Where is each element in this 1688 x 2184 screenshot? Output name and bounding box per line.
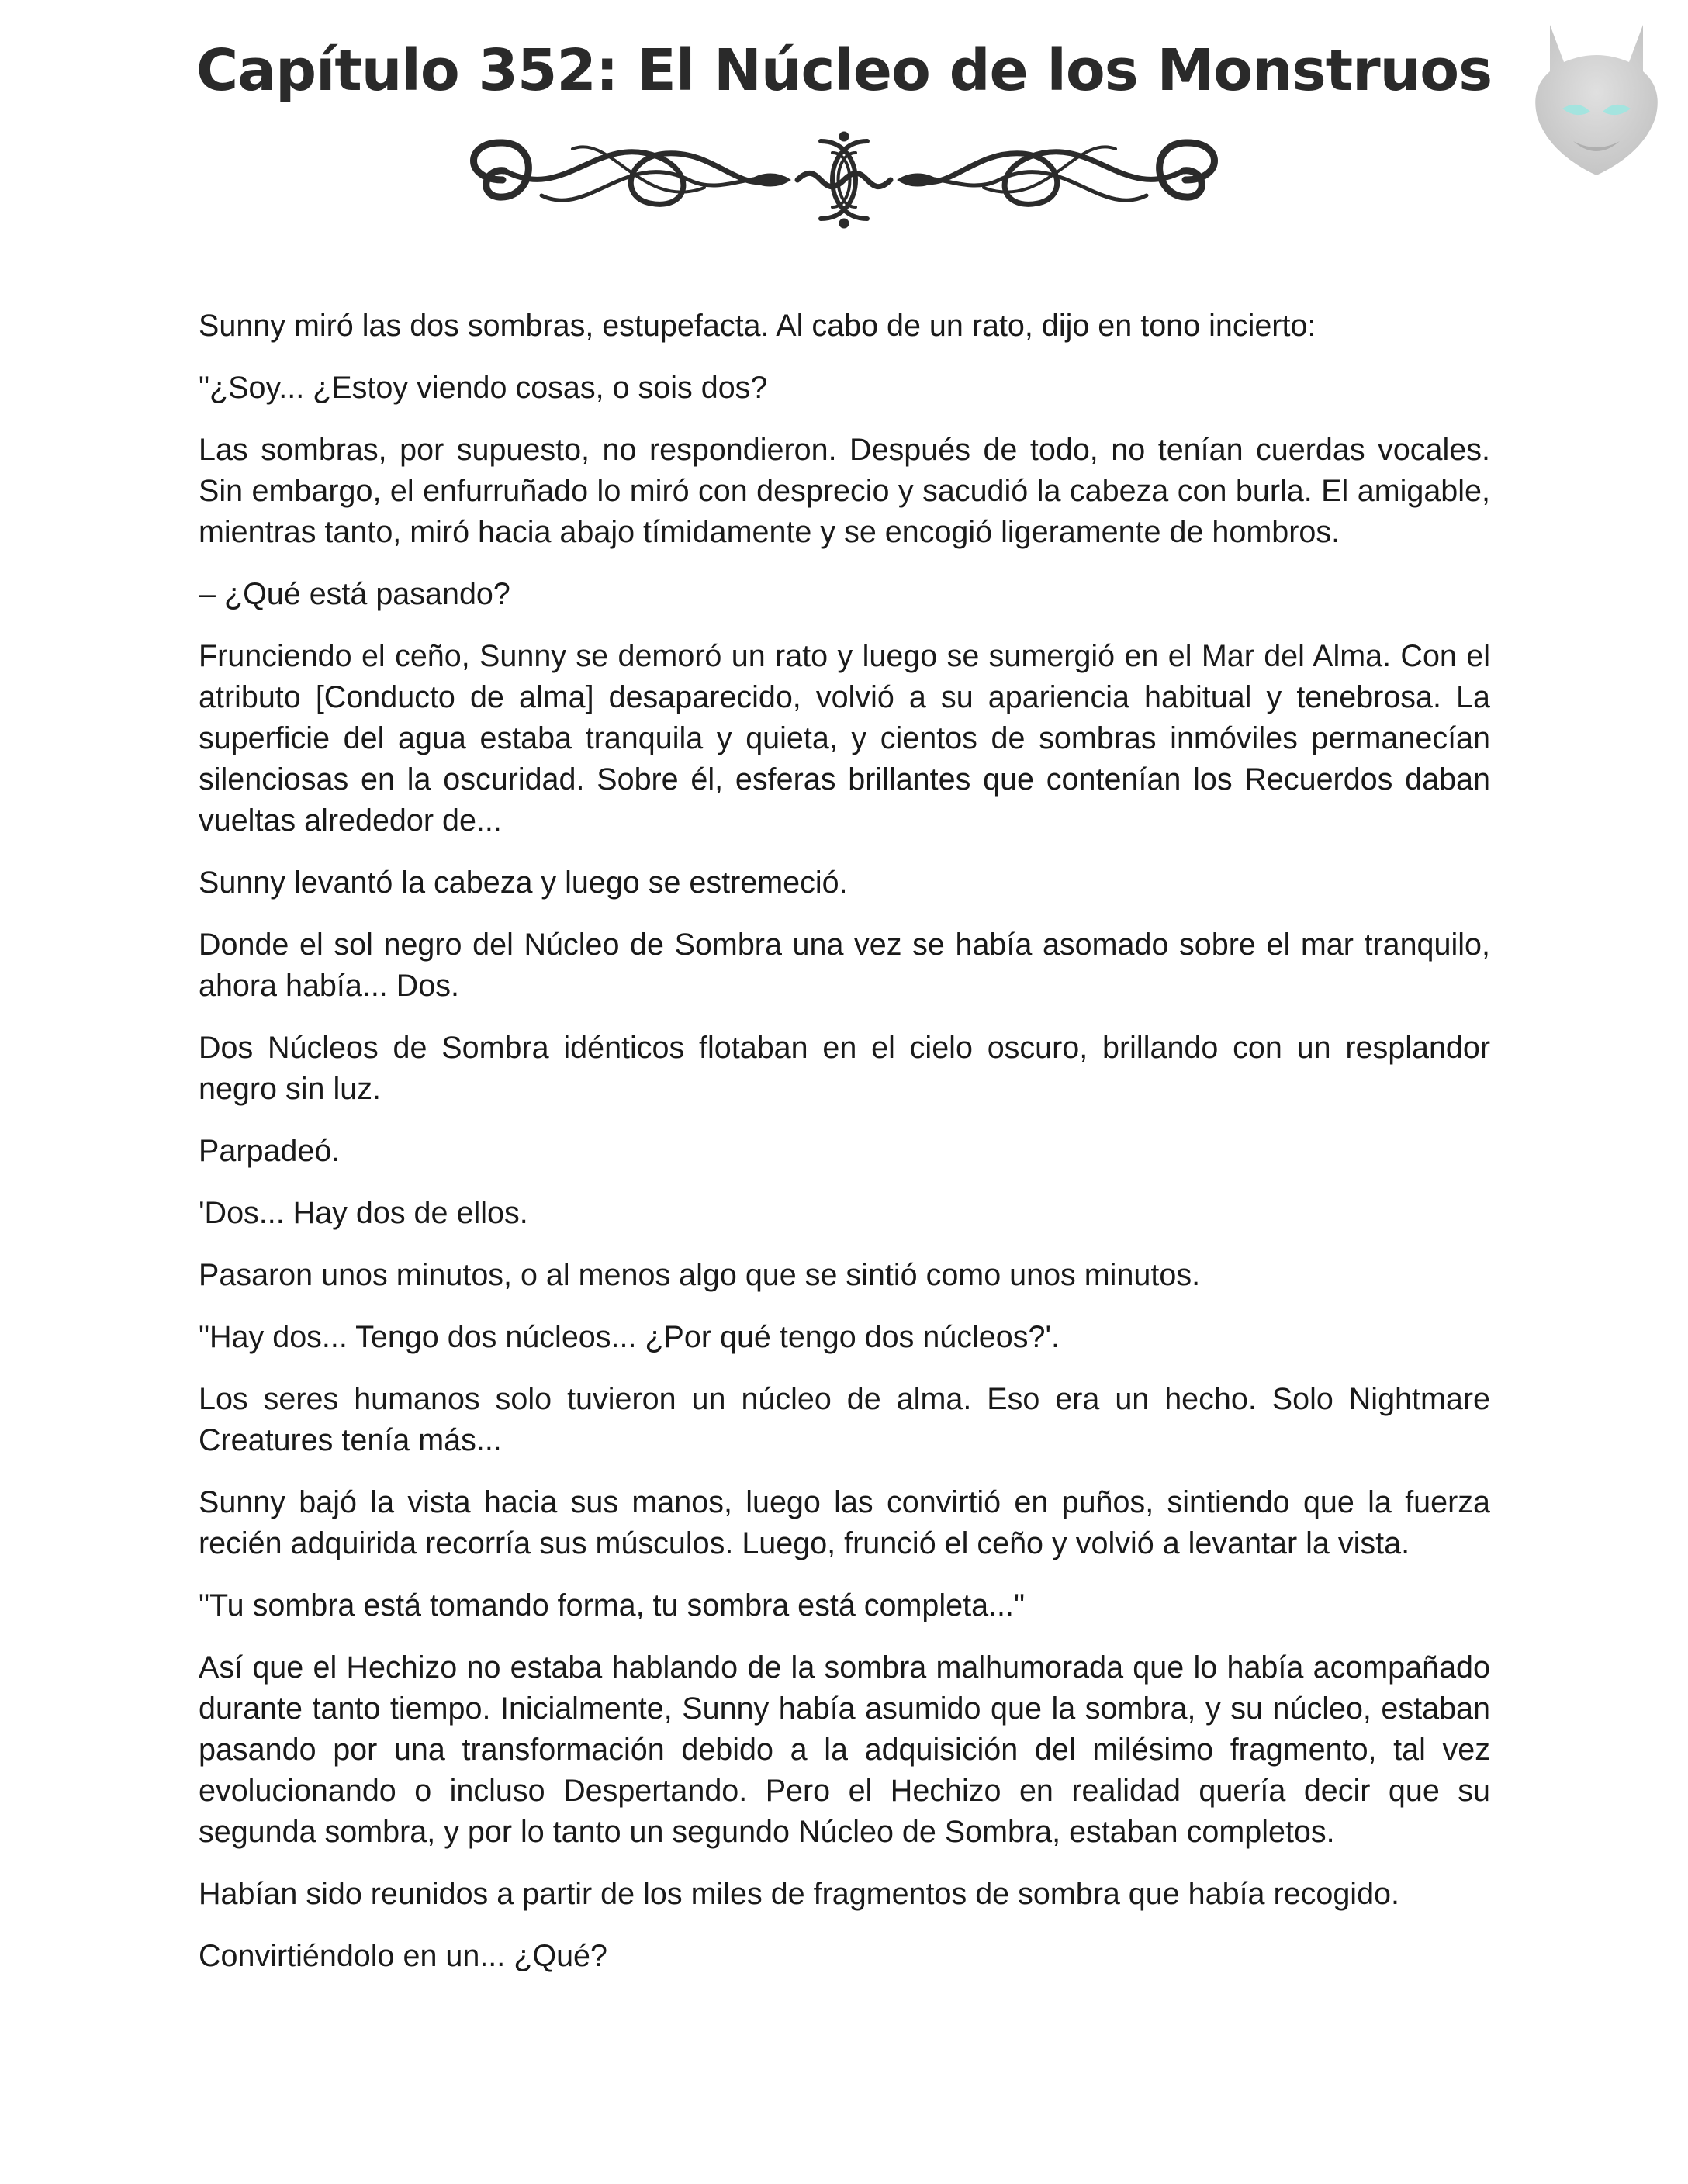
paragraph: "Tu sombra está tomando forma, tu sombra está completa..." xyxy=(199,1588,1026,1622)
chapter-title: Capítulo 352: El Núcleo de los Monstruos xyxy=(195,37,1493,104)
paragraph: Frunciendo el ceño, Sunny se demoró un rato y luego se sumergió en el Mar del Alma. Con el atributo [Conducto de alma] desaparecido, volvió a su apariencia habitual y tenebrosa. La superficie del agua estaba tranquila y quieta, y cientos de sombras inmóviles permanecían silenciosas en la oscuridad. Sobre él, esferas brillantes que contenían los Recuerdos daban vueltas alrededor de... xyxy=(199,639,1490,838)
paragraph: – ¿Qué está pasando? xyxy=(199,577,510,611)
paragraph: Sunny miró las dos sombras, estupefacta. Al cabo de un rato, dijo en tono incierto: xyxy=(199,309,1316,343)
demon-head-logo-icon xyxy=(1527,17,1666,180)
paragraph: Parpadeó. xyxy=(199,1134,341,1168)
paragraph: 'Dos... Hay dos de ellos. xyxy=(199,1196,528,1230)
paragraph: "¿Soy... ¿Estoy viendo cosas, o sois dos? xyxy=(199,371,768,405)
paragraph: Sunny bajó la vista hacia sus manos, luego las convirtió en puños, sintiendo que la fuerza recién adquirida recorría sus músculos. Luego, frunció el ceño y volvió a levantar la vista. xyxy=(199,1485,1490,1560)
paragraph: Sunny levantó la cabeza y luego se estremeció. xyxy=(199,866,848,900)
paragraph: Así que el Hechizo no estaba hablando de la sombra malhumorada que lo había acompañado durante tanto tiempo. Inicialmente, Sunny había asumido que la sombra, y su núcleo, estaban pasando por una transformación debido a la adquisición del milésimo fragmento, tal vez evolucionando o incluso Despertando. Pero el Hechizo en realidad quería decir que su segunda sombra, y por lo tanto un segundo Núcleo de Sombra, estaban completos. xyxy=(199,1650,1490,1849)
paragraph: Dos Núcleos de Sombra idénticos flotaban en el cielo oscuro, brillando con un resplandor negro sin luz. xyxy=(199,1031,1490,1106)
paragraph: Habían sido reunidos a partir de los miles de fragmentos de sombra que había recogido. xyxy=(199,1877,1399,1911)
paragraph: Pasaron unos minutos, o al menos algo que se sintió como unos minutos. xyxy=(199,1258,1201,1292)
flourish-divider-icon xyxy=(456,126,1232,234)
paragraph: Las sombras, por supuesto, no respondieron. Después de todo, no tenían cuerdas vocales. Sin embargo, el enfurruñado lo miró con desprecio y sacudió la cabeza con burla. El amigable, mientras tanto, miró hacia abajo tímidamente y se encogió ligeramente de hombros. xyxy=(199,433,1490,549)
paragraph: Donde el sol negro del Núcleo de Sombra una vez se había asomado sobre el mar tranquilo, ahora había... Dos. xyxy=(199,928,1490,1003)
paragraph: "Hay dos... Tengo dos núcleos... ¿Por qué tengo dos núcleos?'. xyxy=(199,1320,1060,1354)
paragraph: Los seres humanos solo tuvieron un núcleo de alma. Eso era un hecho. Solo Nightmare Creatures tenía más... xyxy=(199,1382,1490,1457)
paragraph: Convirtiéndolo en un... ¿Qué? xyxy=(199,1939,607,1973)
chapter-body xyxy=(199,306,1490,1998)
